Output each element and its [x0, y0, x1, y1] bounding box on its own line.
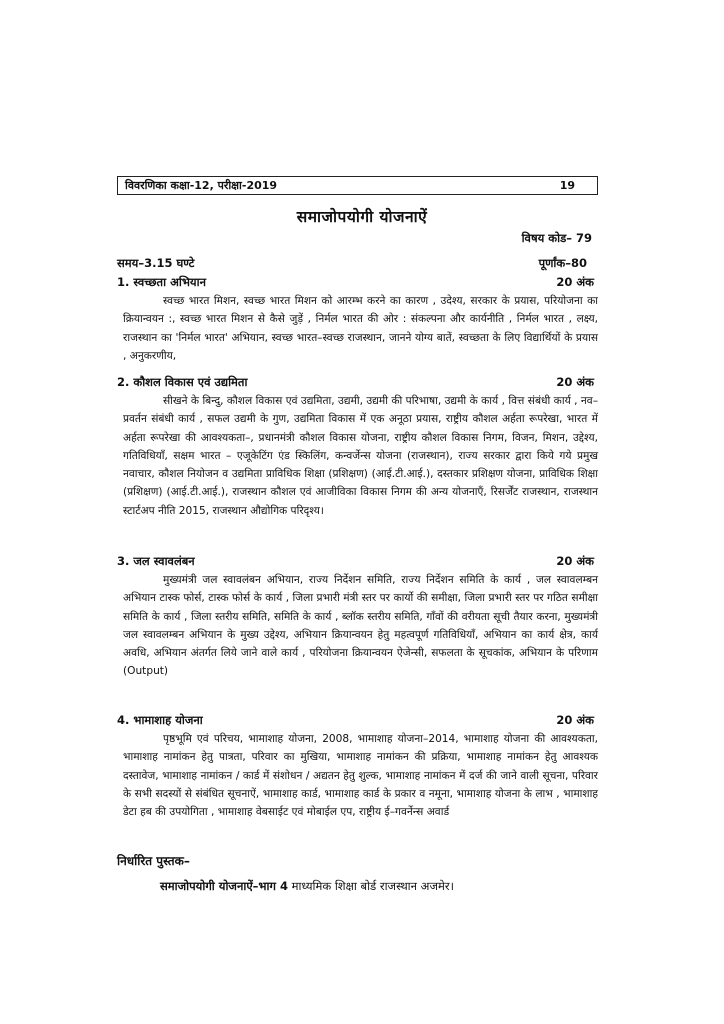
- section-title: 3. जल स्वावलंबन: [117, 553, 195, 568]
- section-title: 4. भामाशाह योजना: [117, 712, 203, 727]
- prescribed-books-heading: निर्धारित पुस्तक–: [117, 854, 190, 868]
- subject-code: विषय कोड– 79: [521, 231, 592, 245]
- section-marks: 20 अंक: [556, 712, 594, 727]
- exam-time: समय–3.15 घण्टे: [117, 256, 195, 270]
- section-title: 1. स्वच्छता अभियान: [117, 274, 206, 289]
- section-body: पृष्ठभूमि एवं परिचय, भामाशाह योजना, 2008, भामाशाह योजना–2014, भामाशाह योजना की आवश्यकता, भामाशाह नामांकन हेतु पात्रता, परिवार का मुखिया, भामाशाह नामांकन की प्रक्रिया, भामाशाह नामांकन हेतु आवश्यक दस्तावेज, भामाशाह नामांकन / कार्ड में संशोधन / अद्यतन हेतु शुल्क, भामाशाह नामांकन में दर्ज की जाने वाली सूचना, परिवार के सभी सदस्यों से संबंधित सूचनाऐं, भामाशाह कार्ड, भामाशाह कार्ड के प्रकार व नमूना, भामाशाह योजना के लाभ , भामाशाह डेटा हब की उपयोगिता , भामाशाह वेबसाईट एवं मोबाईल एप, राष्ट्रीय ई–गवर्नेन्स अवार्ड: [123, 733, 598, 819]
- section-marks: 20 अंक: [556, 553, 594, 568]
- section-heading: [117, 272, 598, 292]
- page-header: [117, 176, 598, 195]
- page-title: समाजोपयोगी योजनाऐं: [296, 208, 428, 226]
- section-title: 2. कौशल विकास एवं उद्यमिता: [117, 374, 248, 389]
- section-heading: [117, 372, 598, 392]
- section-body: सीखने के बिन्दु, कौशल विकास एवं उद्यमिता, उद्यमी, उद्यमी की परिभाषा, उद्यमी के कार्य , वित्त संबंधी कार्य , नव–प्रवर्तन संबंधी कार्य , सफल उद्यमी के गुण, उद्यमिता विकास में एक अनूठा प्रयास, राष्ट्रीय कौशल अर्हता रूपरेखा, भारत में अर्हता रूपरेखा की आवश्यकता–, प्रधानमंत्री कौशल विकास योजना, राष्ट्रीय कौशल विकास निगम, विजन, मिशन, उद्देश्य, गतिविधियाँ, सक्षम भारत – एजूकेटिंग एंड स्किलिंग, कन्वर्जेन्स योजना (राजस्थान), राज्य सरकार द्वारा किये गये प्रमुख नवाचार, कौशल नियोजन व उद्यमिता प्राविधिक शिक्षा (प्रशिक्षण) (आई.टी.आई.), दस्तकार प्रशिक्षण योजना, प्राविधिक शिक्षा (प्रशिक्षण) (आई.टी.आई.), राजस्थान कौशल एवं आजीविका विकास निगम की अन्य योजनाएँ, रिसर्जेंट राजस्थान, राजस्थान स्टार्टअप नीति 2015, राजस्थान औद्योगिक परिदृश्य।: [123, 395, 598, 517]
- meta-row: [117, 256, 587, 271]
- full-marks: पूर्णांक–80: [538, 256, 587, 270]
- section-jal-swavlamban: [117, 551, 598, 681]
- prescribed-book: [160, 879, 454, 894]
- book-title: समाजोपयोगी योजनाऐं–भाग 4: [160, 879, 288, 893]
- page-number: 19: [559, 179, 575, 192]
- section-marks: 20 अंक: [556, 374, 594, 389]
- section-heading: [117, 710, 598, 730]
- section-body: स्वच्छ भारत मिशन, स्वच्छ भारत मिशन को आरम्भ करने का कारण , उदेश्य, सरकार के प्रयास, परियोजना का क्रियान्वयन :, स्वच्छ भारत मिशन से कैसे जुड़ें , निर्मल भारत की ओर : संकल्पना और कार्यनीति , निर्मल भारत , लक्ष्य, राजस्थान का 'निर्मल भारत' अभियान, स्वच्छ भारत–स्वच्छ राजस्थान, जानने योग्य बातें, स्वच्छता के लिए विद्यार्थियों के प्रयास , अनुकरणीय,: [123, 295, 598, 362]
- section-marks: 20 अंक: [556, 274, 594, 289]
- section-heading: [117, 551, 598, 571]
- section-bhamashah: [117, 710, 598, 821]
- section-swachhta: [117, 272, 598, 365]
- section-kaushal-vikas: [117, 372, 598, 520]
- book-publisher: माध्यमिक शिक्षा बोर्ड राजस्थान अजमेर।: [291, 879, 454, 893]
- section-body: मुख्यमंत्री जल स्वावलंबन अभियान, राज्य निर्देशन समिति, राज्य निर्देशन समिति के कार्य , जल स्वावलम्बन अभियान टास्क फोर्स, टास्क फोर्स के कार्य , जिला प्रभारी मंत्री स्तर पर कार्यो की समीक्षा, जिला प्रभारी स्तर पर गठित समीक्षा समिति के कार्य , जिला स्तरीय समिति, समिति के कार्य , ब्लॉक स्तरीय समिति, गाँवों की वरीयता सूची तैयार करना, मुख्यमंत्री जल स्वावलम्बन अभियान के मुख्य उद्देश्य, अभियान क्रियान्वयन हेतु महत्वपूर्ण गतिविधियाँ, अभियान का कार्य क्षेत्र, कार्य अवधि, अभियान अंतर्गत लिये जाने वाले कार्य , परियोजना क्रियान्वयन ऐजेन्सी, सफलता के सूचकांक, अभियान के परिणाम (Output): [123, 574, 598, 678]
- header-title: विवरणिका कक्षा-12, परीक्षा-2019: [125, 179, 278, 192]
